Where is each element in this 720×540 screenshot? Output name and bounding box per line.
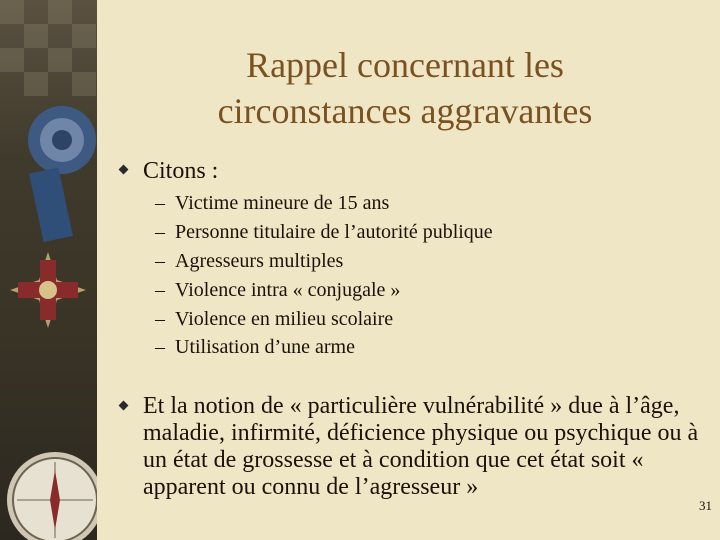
diamond-bullet-icon <box>119 401 129 411</box>
list-item-text: Violence intra « conjugale » <box>175 278 401 301</box>
list-item-text: Victime mineure de 15 ans <box>175 192 390 214</box>
title-line-2: circonstances aggravantes <box>217 91 593 131</box>
slide-title <box>150 42 660 134</box>
dash: – <box>155 220 165 243</box>
list-item <box>155 189 493 218</box>
page-number: 31 <box>699 498 712 513</box>
list-item <box>155 247 493 276</box>
bullet-vulnerabilite: Et la notion de « particulière vulnérabilité » due à l’âge, maladie, infirmité, déficience physique ou psychique ou à un état de grossesse et à condition que cet état soit « apparent ou connu de l’agresseur » <box>143 393 699 500</box>
list-item <box>155 305 493 334</box>
diamond-bullet-icon <box>119 165 129 175</box>
compass-decoration <box>7 452 97 540</box>
title-line-1: Rappel concernant les <box>246 45 564 85</box>
medal-decoration <box>0 0 97 540</box>
list-item <box>155 333 493 362</box>
dash: – <box>155 249 165 272</box>
decorative-side-panel <box>0 0 97 540</box>
dash: – <box>155 336 165 359</box>
bullet-citons: Citons : <box>143 158 219 184</box>
dash: – <box>155 307 165 330</box>
dash: – <box>155 192 165 214</box>
list-item <box>155 218 493 247</box>
list-item-text: Personne titulaire de l’autorité publique <box>175 220 493 243</box>
sub-list <box>155 189 493 362</box>
list-item <box>155 276 493 305</box>
list-item-text: Agresseurs multiples <box>175 249 344 272</box>
list-item-text: Utilisation d’une arme <box>175 336 355 359</box>
list-item-text: Violence en milieu scolaire <box>175 307 394 330</box>
dash: – <box>155 278 165 301</box>
